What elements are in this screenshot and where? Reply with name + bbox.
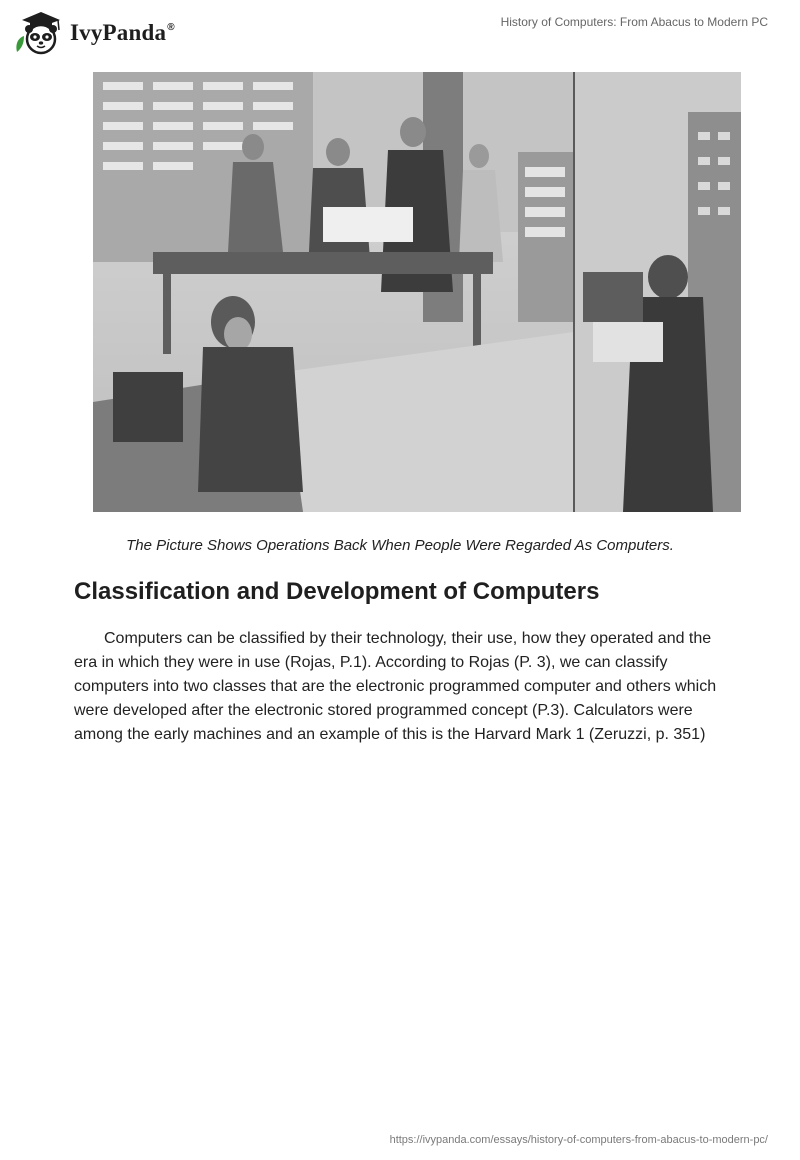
- brand-name: IvyPanda®: [70, 20, 175, 45]
- photo-illustration: [93, 72, 741, 512]
- section-heading: Classification and Development of Computers: [74, 578, 600, 605]
- figure-caption: The Picture Shows Operations Back When People Were Regarded As Computers.: [126, 537, 674, 554]
- source-url-link[interactable]: https://ivypanda.com/essays/history-of-computers-from-abacus-to-modern-pc/: [389, 1134, 768, 1146]
- page-header: [0, 0, 800, 64]
- panda-logo-icon: [14, 8, 64, 56]
- document-title: History of Computers: From Abacus to Modern PC: [500, 15, 768, 29]
- brand-logo[interactable]: [14, 8, 175, 56]
- body-paragraph: Computers can be classified by their technology, their use, how they operated and the era in which they were in use (Rojas, P.1). According to Rojas (P. 3), we can classify computers into two classes that are the electronic programmed computer and others which were developed after the electronic stored programmed concept (P.3). Calculators were among the early machines and an example of this is the Harvard Mark 1 (Zeruzzi, p. 351): [74, 630, 717, 743]
- historical-photo: [93, 72, 741, 512]
